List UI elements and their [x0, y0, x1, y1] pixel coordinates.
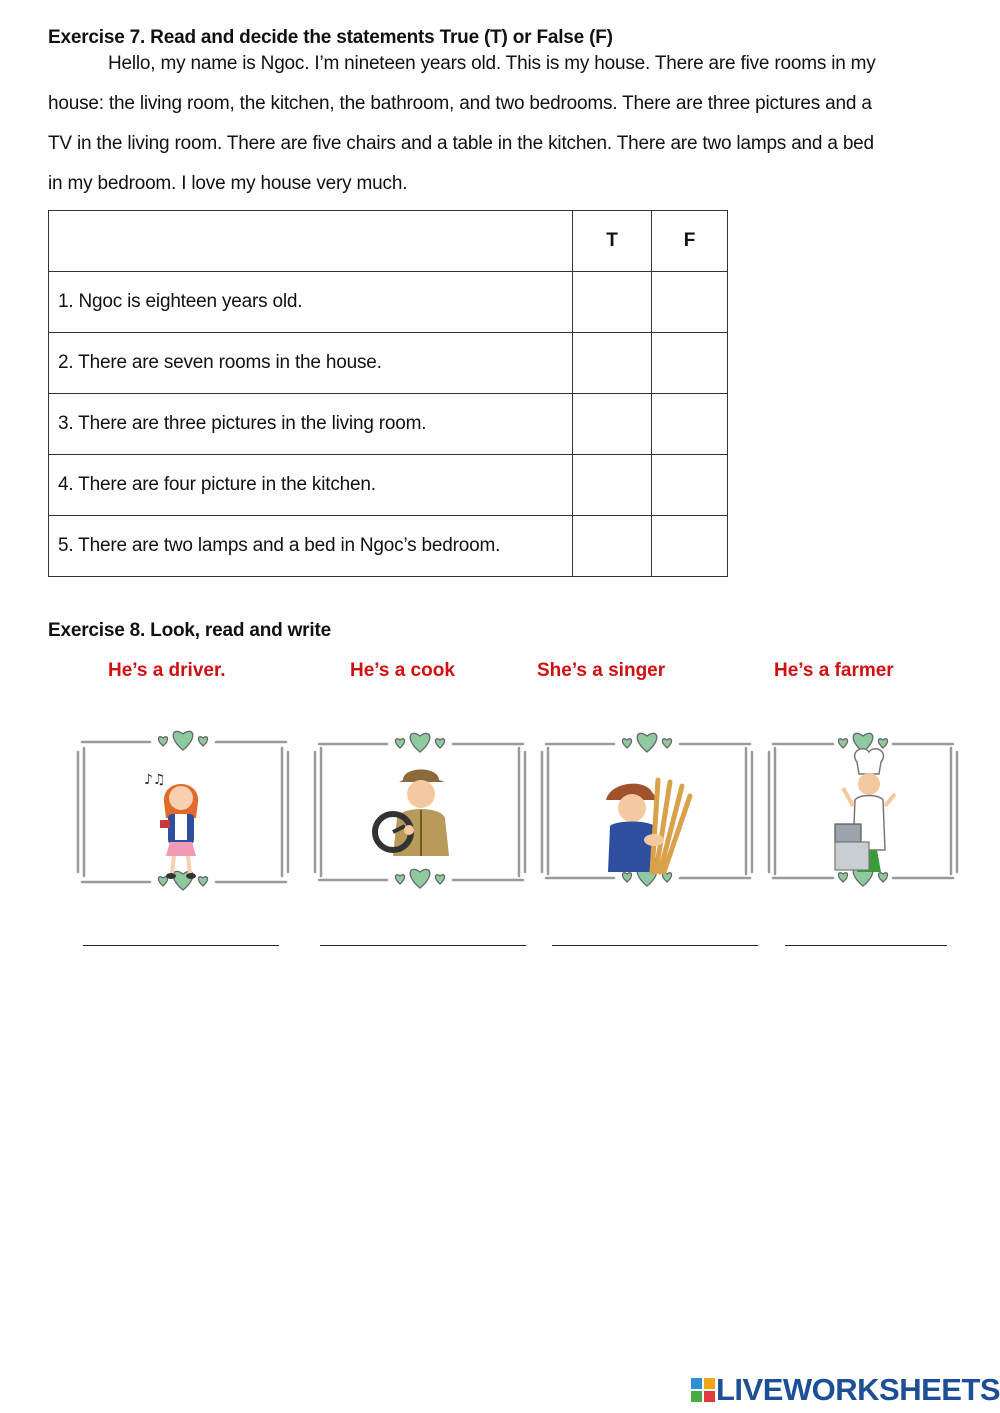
svg-text:♪♫: ♪♫ [144, 772, 166, 788]
answer-blank-3[interactable] [552, 945, 758, 946]
logo-grid-icon [690, 1377, 716, 1403]
heart-ornament-top [158, 731, 207, 750]
picture-frame-cook [763, 722, 963, 897]
cook-icon [835, 749, 895, 872]
false-cell-3[interactable] [652, 394, 728, 455]
false-cell-1[interactable] [652, 272, 728, 333]
statement-3: 3. There are three pictures in the living room. [49, 394, 573, 455]
true-cell-3[interactable] [573, 394, 652, 455]
answer-blank-1[interactable] [83, 945, 279, 946]
reading-passage [48, 44, 958, 204]
exercise-7-title: Exercise 7. Read and decide the statements True (T) or False (F) [48, 27, 613, 48]
picture-frame-singer [72, 722, 294, 897]
table-row [49, 394, 728, 455]
true-cell-1[interactable] [573, 272, 652, 333]
header-false: F [652, 211, 728, 272]
table-row [49, 272, 728, 333]
true-cell-4[interactable] [573, 455, 652, 516]
header-true: T [573, 211, 652, 272]
heart-ornament-bottom [158, 871, 207, 890]
statement-4: 4. There are four picture in the kitchen. [49, 455, 573, 516]
logo-text: LIVEWORKSHEETS [716, 1372, 1000, 1407]
passage-line-2: house: the living room, the kitchen, the bathroom, and two bedrooms. There are three pictures and a [48, 93, 872, 114]
answer-blank-2[interactable] [320, 945, 526, 946]
heart-ornament-bottom [395, 869, 444, 888]
table-row [49, 455, 728, 516]
table-header-row [49, 211, 728, 272]
answer-option-1[interactable]: He’s a driver. [108, 660, 226, 681]
heart-ornament-top [622, 733, 671, 752]
answer-blank-4[interactable] [785, 945, 947, 946]
false-cell-2[interactable] [652, 333, 728, 394]
passage-line-3: TV in the living room. There are five chairs and a table in the kitchen. There are two lamps and a bed [48, 133, 874, 154]
false-cell-4[interactable] [652, 455, 728, 516]
farmer-icon [606, 780, 690, 872]
true-cell-2[interactable] [573, 333, 652, 394]
driver-icon [375, 770, 449, 857]
answer-option-2[interactable]: He’s a cook [350, 660, 455, 681]
header-blank-cell [49, 211, 573, 272]
table-row [49, 516, 728, 577]
true-cell-5[interactable] [573, 516, 652, 577]
answer-option-4[interactable]: He’s a farmer [774, 660, 894, 681]
statement-2: 2. There are seven rooms in the house. [49, 333, 573, 394]
liveworksheets-logo [690, 1372, 1000, 1408]
singer-girl-icon [144, 772, 198, 879]
statement-5: 5. There are two lamps and a bed in Ngoc’s bedroom. [49, 516, 573, 577]
statement-1: 1. Ngoc is eighteen years old. [49, 272, 573, 333]
picture-frame-driver [309, 722, 531, 897]
true-false-table [48, 210, 728, 577]
exercise-8-title: Exercise 8. Look, read and write [48, 620, 331, 641]
heart-ornament-top [395, 733, 444, 752]
table-row [49, 333, 728, 394]
passage-line-1: Hello, my name is Ngoc. I’m nineteen years old. This is my house. There are five rooms in my [108, 53, 876, 74]
passage-line-4: in my bedroom. I love my house very much. [48, 173, 408, 194]
picture-frame-farmer [536, 722, 758, 897]
false-cell-5[interactable] [652, 516, 728, 577]
answer-option-3[interactable]: She’s a singer [537, 660, 666, 681]
